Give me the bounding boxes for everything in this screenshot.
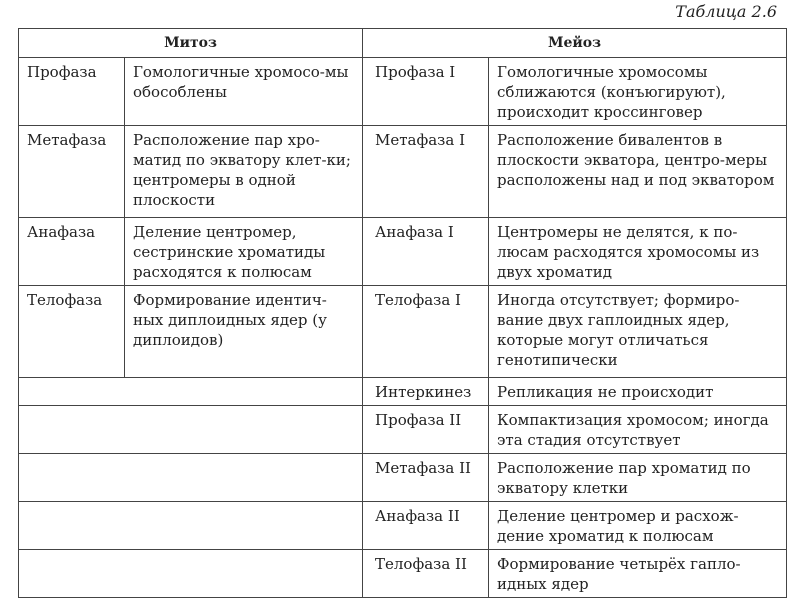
mitosis-stage: Профаза: [19, 58, 125, 126]
mitosis-stage: Телофаза: [19, 286, 125, 378]
meiosis-stage: Профаза I: [363, 58, 489, 126]
meiosis-description: Репликация не происходит: [489, 378, 787, 406]
meiosis-stage: Телофаза I: [363, 286, 489, 378]
mitosis-stage: Метафаза: [19, 126, 125, 218]
table-row: [19, 286, 787, 378]
table-row: [19, 502, 787, 550]
meiosis-description: Формирование четырёх гапло-идных ядер: [489, 550, 787, 598]
meiosis-description: Расположение пар хроматид по экватору клетки: [489, 454, 787, 502]
meiosis-stage: Анафаза II: [363, 502, 489, 550]
meiosis-stage: Интеркинез: [363, 378, 489, 406]
meiosis-description: Иногда отсутствует; формиро-вание двух гаплоидных ядер, которые могут отличаться генотипически: [489, 286, 787, 378]
empty-mitosis-cell: [19, 550, 363, 598]
mitosis-header: Митоз: [19, 29, 363, 58]
meiosis-header: Мейоз: [363, 29, 787, 58]
table-row: [19, 378, 787, 406]
meiosis-description: Деление центромер и расхож-дение хроматид к полюсам: [489, 502, 787, 550]
mitosis-description: Расположение пар хро-матид по экватору клет-ки; центромеры в одной плоскости: [125, 126, 363, 218]
mitosis-description: Формирование идентич-ных диплоидных ядер (у диплоидов): [125, 286, 363, 378]
meiosis-stage: Профаза II: [363, 406, 489, 454]
table-row: [19, 218, 787, 286]
meiosis-stage: Анафаза I: [363, 218, 489, 286]
table-row: [19, 126, 787, 218]
table-row: [19, 454, 787, 502]
meiosis-stage: Метафаза II: [363, 454, 489, 502]
header-row: [19, 29, 787, 58]
table-row: [19, 406, 787, 454]
table-caption: Таблица 2.6: [675, 2, 777, 21]
meiosis-description: Центромеры не делятся, к по-люсам расходятся хромосомы из двух хроматид: [489, 218, 787, 286]
meiosis-description: Компактизация хромосом; иногда эта стадия отсутствует: [489, 406, 787, 454]
empty-mitosis-cell: [19, 406, 363, 454]
table-row: [19, 550, 787, 598]
meiosis-stage: Метафаза I: [363, 126, 489, 218]
meiosis-description: Гомологичные хромосомы сближаются (конъюгируют), происходит кроссинговер: [489, 58, 787, 126]
mitosis-stage: Анафаза: [19, 218, 125, 286]
empty-mitosis-cell: [19, 378, 363, 406]
mitosis-description: Деление центромер, сестринские хроматиды расходятся к полюсам: [125, 218, 363, 286]
meiosis-description: Расположение бивалентов в плоскости экватора, центро-меры расположены над и под экватором: [489, 126, 787, 218]
empty-mitosis-cell: [19, 502, 363, 550]
mitosis-description: Гомологичные хромосо-мы обособлены: [125, 58, 363, 126]
table-row: [19, 58, 787, 126]
meiosis-stage: Телофаза II: [363, 550, 489, 598]
empty-mitosis-cell: [19, 454, 363, 502]
comparison-table: [18, 28, 787, 598]
